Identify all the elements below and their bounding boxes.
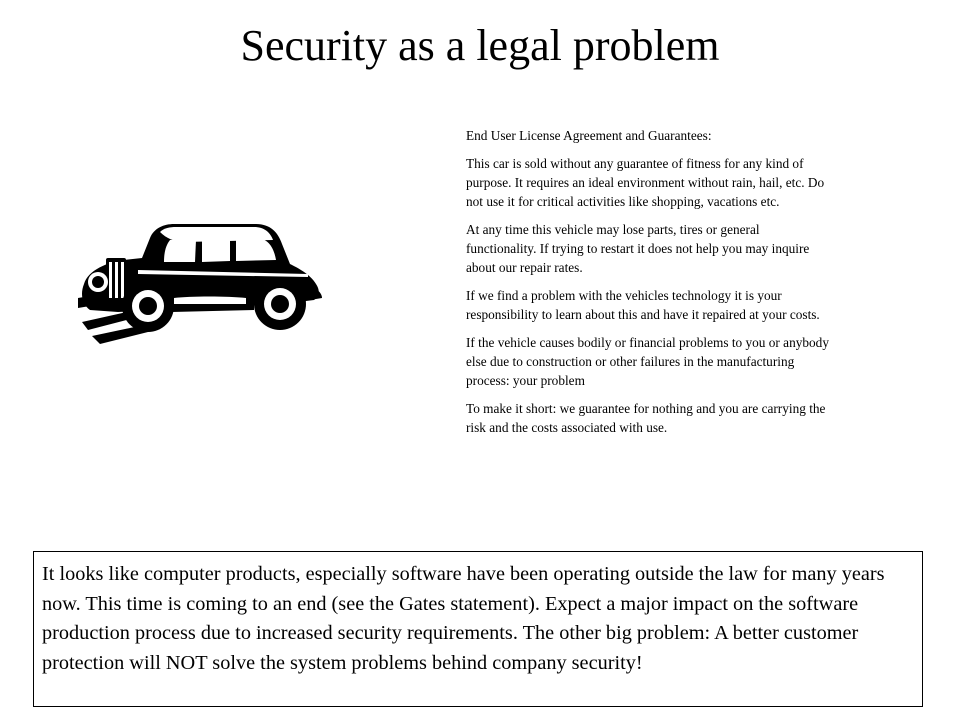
eula-paragraph: To make it short: we guarantee for nothing and you are carrying the risk and the costs associated with use. [466,401,826,435]
eula-paragraph: At any time this vehicle may lose parts, tires or general functionality. If trying to restart it does not help you may inquire about our repair rates. [466,222,810,275]
summary-box [33,551,923,707]
eula-text-block [466,126,832,446]
summary-text: It looks like computer products, especially software have been operating outside the law for many years now. This time is coming to an end (see the Gates statement). Expect a major impact on the software production process due to increased security requirements. The other big problem: A better customer protection will NOT solve the system problems behind company security! [42,563,885,674]
vintage-car-icon [78,218,324,346]
eula-heading: End User License Agreement and Guarantees: [466,128,712,143]
eula-paragraph: If we find a problem with the vehicles technology it is your responsibility to learn about this and have it repaired at your costs. [466,288,820,322]
eula-paragraph: This car is sold without any guarantee of fitness for any kind of purpose. It requires an ideal environment without rain, hail, etc. Do not use it for critical activities like shopping, vacations etc. [466,156,825,209]
eula-paragraph: If the vehicle causes bodily or financial problems to you or anybody else due to construction or other failures in the manufacturing process: your problem [466,335,829,388]
slide-title: Security as a legal problem [240,21,720,70]
